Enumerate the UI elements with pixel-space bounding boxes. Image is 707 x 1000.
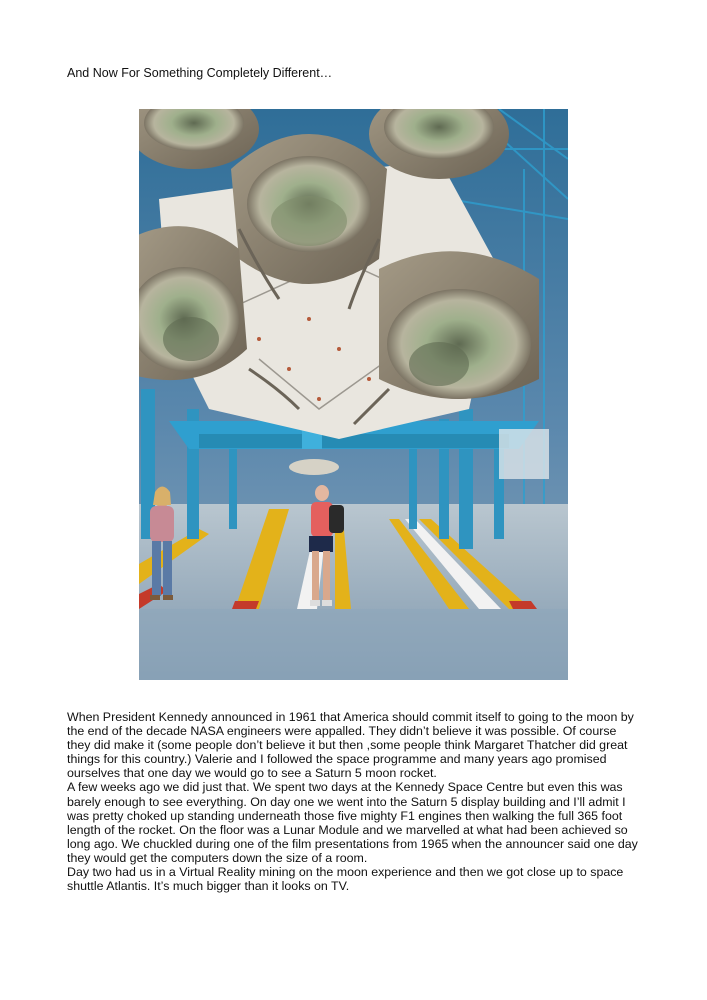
- document-title: And Now For Something Completely Different…: [67, 66, 333, 80]
- article-paragraph-3: Day two had us in a Virtual Reality mining on the moon experience and then we got close up to space shuttle Atlantis. It’s much bigger than it looks on TV.: [67, 865, 624, 894]
- article-paragraph-1: When President Kennedy announced in 1961 that America should commit itself to going to the moon by the end of the decade NASA engineers were appalled. They didn’t believe it was possible. Of course they did make it (some people don’t believe it but then ,some people think Margaret Thatcher did great things for this country.) Valerie and I followed the space programme and many years ago promised ourselves that one day we would go to see a Saturn 5 moon rocket.: [67, 710, 634, 781]
- saturn-v-engines-photo: [139, 109, 568, 680]
- article-body: [67, 710, 642, 893]
- article-paragraph-2: A few weeks ago we did just that. We spent two days at the Kennedy Space Centre but even this was barely enough to see everything. On day one we went into the Saturn 5 display building and I’ll admit I was pretty choked up standing underneath those five mighty F1 engines then walking the full 365 foot length of the rocket. On the floor was a Lunar Module and we marvelled at what had been achieved so long ago. We chuckled during one of the film presentations from 1965 when the announcer said one day they would get the computers down the size of a room.: [67, 780, 638, 865]
